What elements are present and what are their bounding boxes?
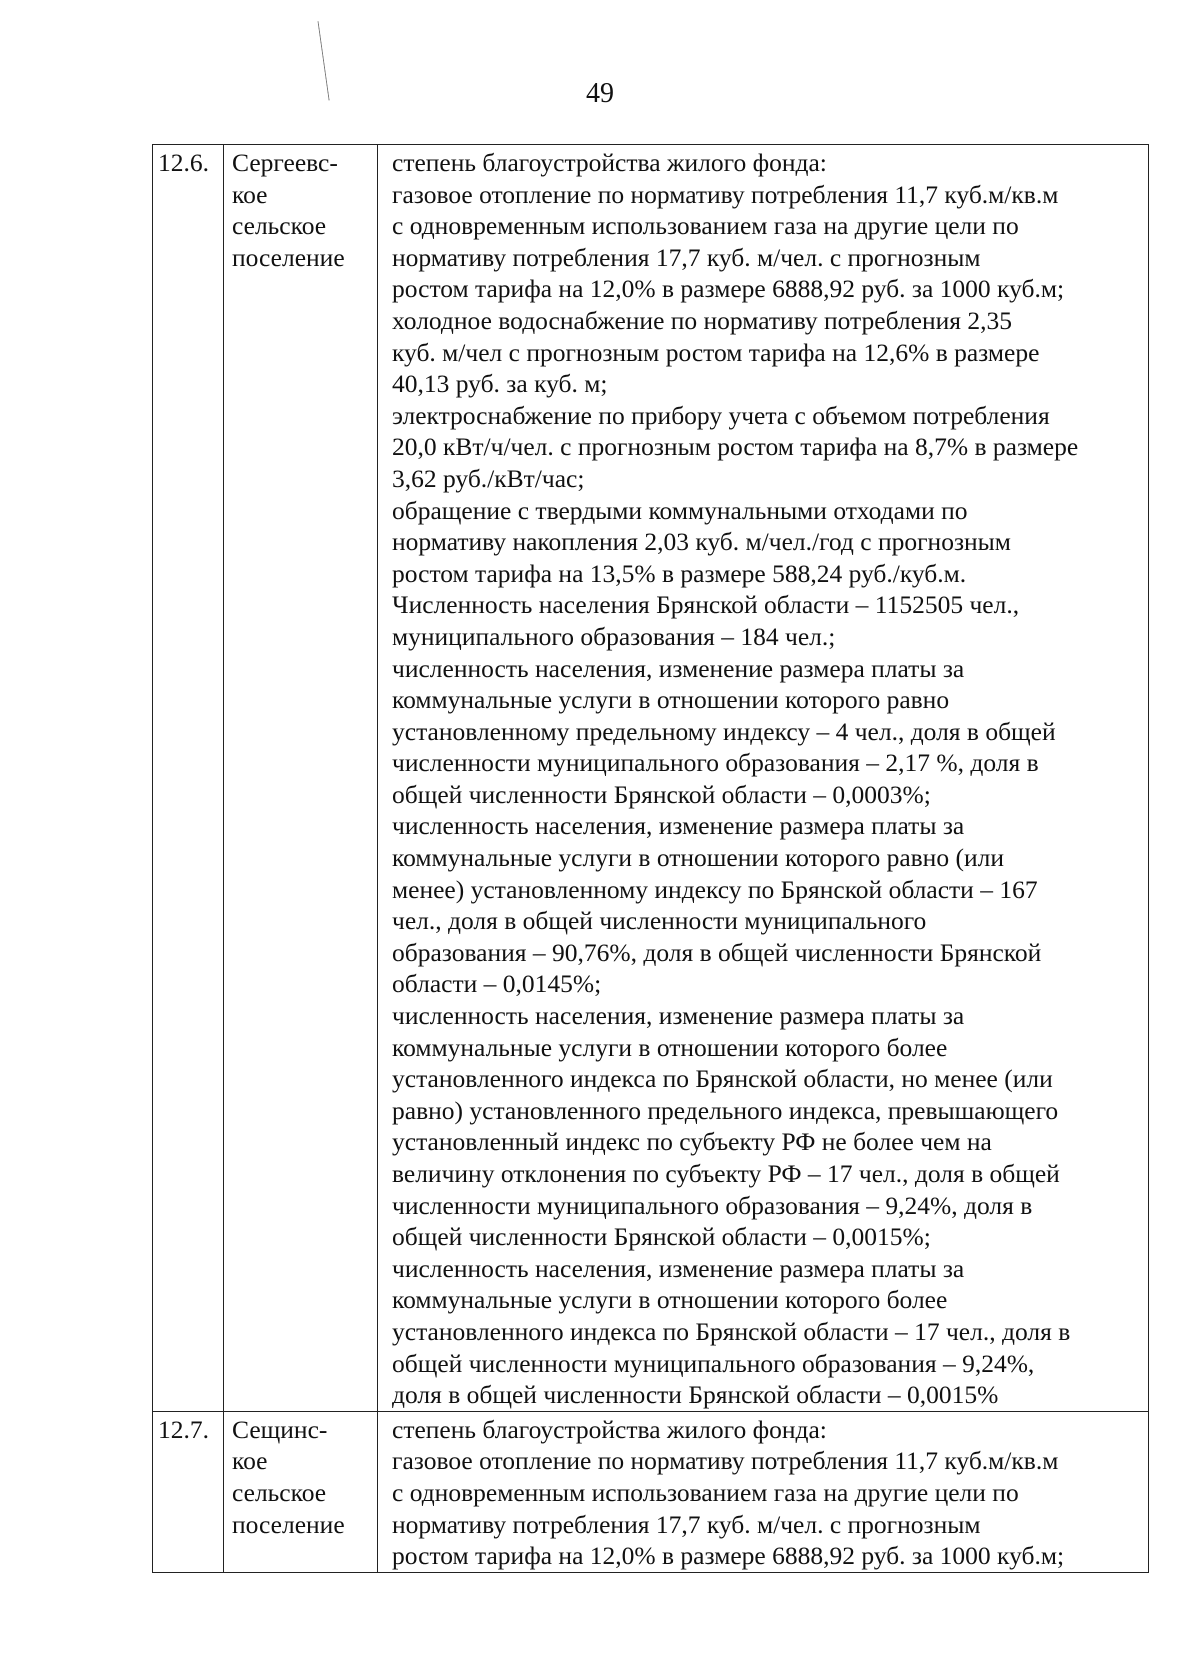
description-line: установленный индекс по субъекту РФ не более чем на <box>392 1127 992 1157</box>
description-line: доля в общей численности Брянской области – 0,0015% <box>392 1380 999 1410</box>
description-line: установленного индекса по Брянской области – 17 чел., доля в <box>392 1316 1071 1346</box>
description-line: с одновременным использованием газа на другие цели по <box>392 211 1019 241</box>
description-line: численность населения, изменение размера платы за <box>392 1001 965 1031</box>
description-line: общей численности муниципального образования – 9,24%, <box>392 1348 1035 1378</box>
settlement-name-cell <box>224 145 378 1412</box>
description-line: коммунальные услуги в отношении которого равно <box>392 685 950 715</box>
tariff-table <box>152 144 1149 1573</box>
description-line: куб. м/чел с прогнозным ростом тарифа на 12,6% в размере <box>392 337 1040 367</box>
description-line: газовое отопление по нормативу потребления 11,7 куб.м/кв.м <box>392 1446 1059 1476</box>
description-line: численности муниципального образования – 2,17 %, доля в <box>392 748 1039 778</box>
settlement-name-line: поселение <box>232 242 345 272</box>
description-line: величину отклонения по субъекту РФ – 17 чел., доля в общей <box>392 1159 1060 1188</box>
description-line: коммунальные услуги в отношении которого более <box>392 1032 948 1062</box>
description-line: холодное водоснабжение по нормативу потребления 2,35 <box>392 305 1012 335</box>
description-line: газовое отопление по нормативу потребления 11,7 куб.м/кв.м <box>392 179 1059 209</box>
settlement-name-line: сельское <box>232 1477 327 1507</box>
description-line: общей численности Брянской области – 0,0015%; <box>392 1222 931 1252</box>
description-line: коммунальные услуги в отношении которого более <box>392 1285 948 1315</box>
description-line: Численность населения Брянской области – 1152505 чел., <box>392 590 1020 620</box>
description-line: менее) установленному индексу по Брянской области – 167 <box>392 874 1038 904</box>
description-line: общей численности Брянской области – 0,0003%; <box>392 779 931 809</box>
page-number: 49 <box>586 78 614 109</box>
settlement-name-line: Сергеевс- <box>232 148 338 177</box>
description-line: численность населения, изменение размера платы за <box>392 653 965 683</box>
description-line: численности муниципального образования – 9,24%, доля в <box>392 1190 1033 1220</box>
description-line: коммунальные услуги в отношении которого равно (или <box>392 843 1004 873</box>
description-line: муниципального образования – 184 чел.; <box>392 621 836 651</box>
settlement-name-line: Сещинс- <box>232 1414 328 1444</box>
table-body <box>153 145 1149 1573</box>
description-line: ростом тарифа на 12,0% в размере 6888,92 руб. за 1000 куб.м; <box>392 1541 1065 1571</box>
row-number-cell: 12.6. <box>153 145 224 1412</box>
description-line: области – 0,0145%; <box>392 969 602 999</box>
description-line: установленному предельному индексу – 4 чел., доля в общей <box>392 716 1056 746</box>
description-line: равно) установленного предельного индекса, превышающего <box>392 1095 1059 1125</box>
description-line: 3,62 руб./кВт/час; <box>392 463 585 493</box>
description-line: численность населения, изменение размера платы за <box>392 811 965 841</box>
description-line: с одновременным использованием газа на другие цели по <box>392 1477 1019 1507</box>
description-line: нормативу потребления 17,7 куб. м/чел. с прогнозным <box>392 242 981 272</box>
description-line: нормативу потребления 17,7 куб. м/чел. с прогнозным <box>392 1509 981 1539</box>
description-line: степень благоустройства жилого фонда: <box>392 1414 827 1444</box>
description-line: 20,0 кВт/ч/чел. с прогнозным ростом тарифа на 8,7% в размере <box>392 432 1079 462</box>
description-line: численность населения, изменение размера платы за <box>392 1253 965 1283</box>
description-line: образования – 90,76%, доля в общей численности Брянской <box>392 937 1042 967</box>
description-line: нормативу накопления 2,03 куб. м/чел./год с прогнозным <box>392 527 1011 557</box>
description-cell <box>378 145 1149 1412</box>
settlement-name-line: кое <box>232 179 268 209</box>
settlement-name-line: кое <box>232 1446 268 1476</box>
settlement-name-line: поселение <box>232 1509 345 1539</box>
description-line: степень благоустройства жилого фонда: <box>392 148 827 177</box>
description-cell <box>378 1411 1149 1572</box>
description-line: чел., доля в общей численности муниципального <box>392 906 927 936</box>
description-line: обращение с твердыми коммунальными отходами по <box>392 495 968 525</box>
description-line: установленного индекса по Брянской области, но менее (или <box>392 1064 1053 1094</box>
description-line: 40,13 руб. за куб. м; <box>392 369 608 399</box>
description-line: ростом тарифа на 13,5% в размере 588,24 руб./куб.м. <box>392 558 967 588</box>
settlement-name-cell <box>224 1411 378 1572</box>
table-row <box>153 1411 1149 1572</box>
row-number-cell: 12.7. <box>153 1411 224 1572</box>
description-line: электроснабжение по прибору учета с объемом потребления <box>392 400 1050 430</box>
description-line: ростом тарифа на 12,0% в размере 6888,92 руб. за 1000 куб.м; <box>392 274 1065 304</box>
table-row <box>153 145 1149 1412</box>
settlement-name-line: сельское <box>232 211 327 241</box>
